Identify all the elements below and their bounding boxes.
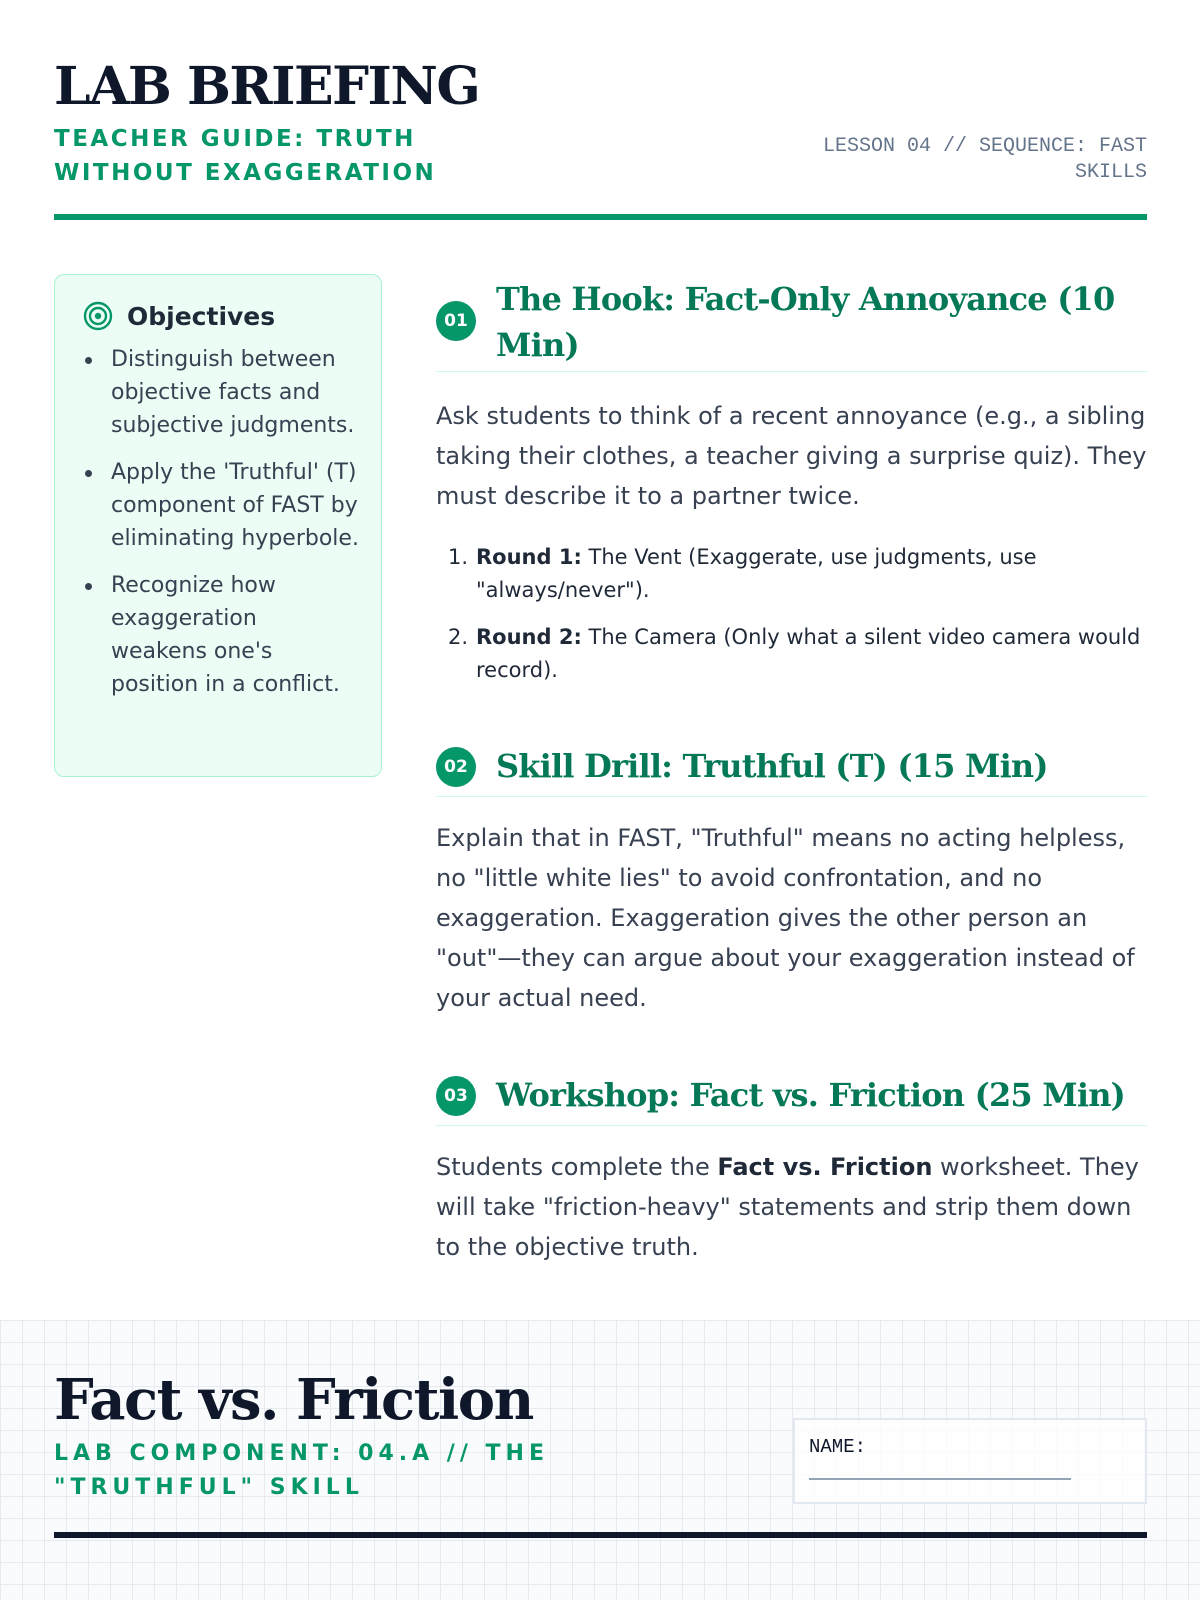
section-02-body: Explain that in FAST, "Truthful" means no acting helpless, no "little white lies" to avoid confrontation, and no exaggeration. Exaggeration gives the other person an "out"—they can argue about your exaggeration instead of your actual need.: [436, 824, 1135, 1012]
section-title: Skill Drill: Truthful (T) (15 Min): [496, 747, 1048, 785]
section-03-body: [436, 1147, 1147, 1267]
section-02-header: [436, 743, 1147, 797]
round-label: Round 2:: [476, 625, 582, 649]
section-number-badge: 02: [436, 747, 476, 787]
page-subtitle: TEACHER GUIDE: TRUTH WITHOUT EXAGGERATION: [54, 126, 437, 186]
name-field[interactable]: [793, 1418, 1147, 1504]
objective-item: Apply the 'Truthful' (T) component of FAST by eliminating hyperbole.: [83, 456, 359, 555]
section-title: Workshop: Fact vs. Friction (25 Min): [496, 1076, 1125, 1114]
round-label: Round 1:: [476, 545, 582, 569]
section-number-badge: 03: [436, 1076, 476, 1116]
objectives-header: [83, 301, 359, 331]
section-01-body: Ask students to think of a recent annoyance (e.g., a sibling taking their clothes, a teacher giving a surprise quiz). They must describe it to a partner twice.: [436, 402, 1147, 510]
target-icon: [83, 301, 113, 331]
section-03-header: [436, 1072, 1147, 1126]
objectives-list: [83, 343, 359, 701]
objectives-title: Objectives: [127, 301, 276, 331]
objectives-panel: [54, 274, 382, 777]
lesson-meta: LESSON 04 // SEQUENCE: FAST SKILLS: [822, 135, 1147, 184]
worksheet-section: [0, 1320, 1200, 1600]
worksheet-name-emphasis: Fact vs. Friction: [717, 1153, 933, 1181]
round-number: 1.: [448, 545, 469, 569]
section-title: The Hook: Fact-Only Annoyance (10 Min): [496, 280, 1115, 364]
worksheet-subtitle: LAB COMPONENT: 04.A // THE "TRUTHFUL" SKILL: [54, 1441, 549, 1500]
section-01-header: [436, 276, 1147, 372]
round-item: [436, 541, 1147, 607]
body-text-part: worksheet. They will take "friction-heavy" statements and strip them down to the objective truth.: [436, 1153, 1139, 1261]
body-text-part: Students complete the: [436, 1153, 718, 1181]
header-divider: [54, 214, 1147, 220]
round-text: The Camera (Only what a silent video camera would record).: [476, 625, 1141, 682]
name-label: NAME:: [809, 1436, 867, 1458]
round-number: 2.: [448, 625, 469, 649]
round-item: [436, 621, 1147, 687]
objective-item: Recognize how exaggeration weakens one's position in a conflict.: [83, 569, 359, 701]
page-header: [54, 56, 1147, 186]
worksheet-divider: [54, 1532, 1147, 1538]
section-number-badge: 01: [436, 301, 476, 341]
page-title: LAB BRIEFING: [54, 56, 480, 117]
round-text: The Vent (Exaggerate, use judgments, use "always/never").: [476, 545, 1037, 602]
name-underline: [809, 1478, 1071, 1480]
objective-item: Distinguish between objective facts and subjective judgments.: [83, 343, 359, 442]
rounds-list: [436, 541, 1147, 701]
worksheet-title: Fact vs. Friction: [54, 1367, 533, 1433]
